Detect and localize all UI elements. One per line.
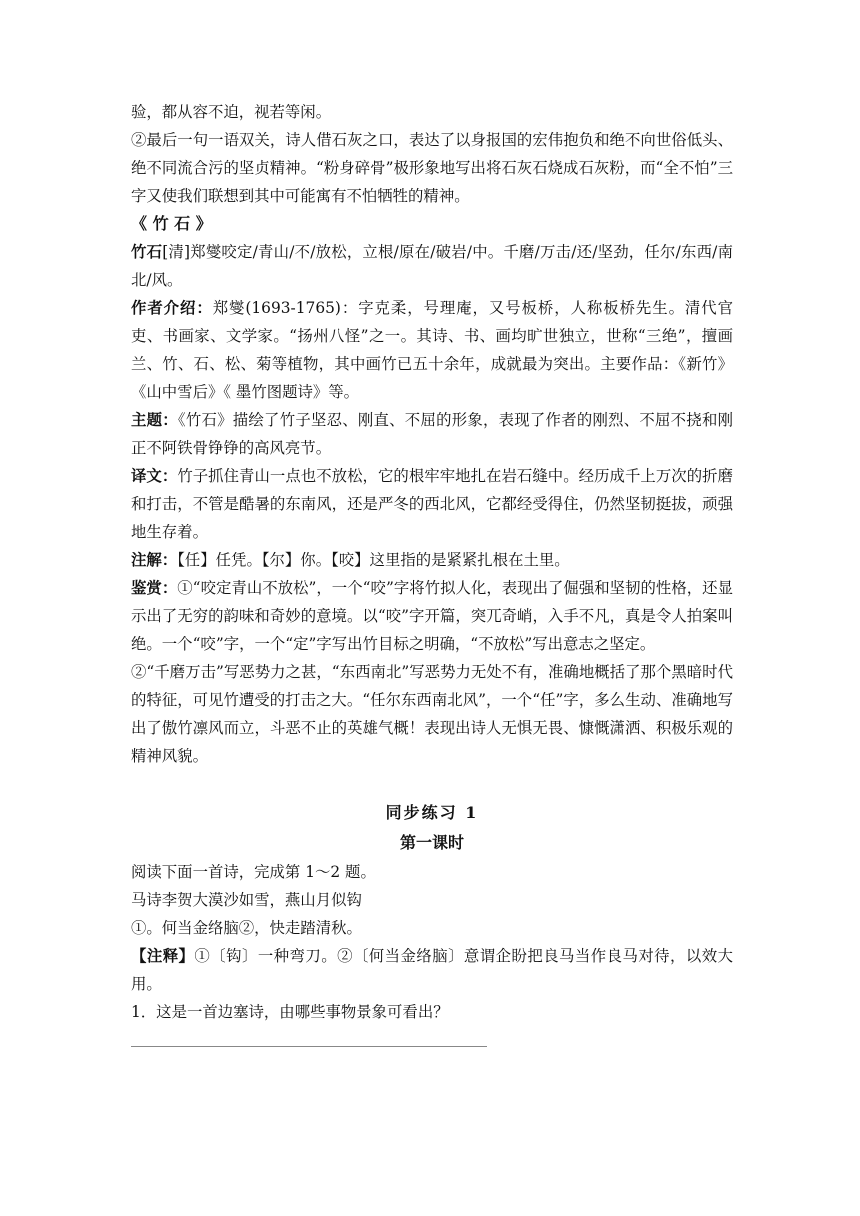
notes-paragraph <box>131 546 733 574</box>
appreciation-label: 鉴赏： <box>131 579 178 597</box>
poem-text: [清]郑燮咬定/青山/不/放松，立根/原在/破岩/中。千磨/万击/还/坚劲，任尔/东西/南北/风。 <box>131 243 733 289</box>
annotation-label: 【注释】 <box>131 947 195 965</box>
annotation-text: ①〔钩〕一种弯刀。②〔何当金络脑〕意谓企盼把良马当作良马对待，以效大用。 <box>131 947 733 993</box>
poem-label: 竹石 <box>131 243 163 261</box>
exercise-title: 同步练习 1 <box>385 803 479 822</box>
document-body <box>131 98 733 1047</box>
theme-paragraph <box>131 406 733 462</box>
paragraph-lime-appreciation: ②最后一句一语双关，诗人借石灰之口，表达了以身报国的宏伟抱负和绝不向世俗低头、绝不同流合污的坚贞精神。“粉身碎骨”极形象地写出将石灰石烧成石灰粉，而“全不怕”三字又使我们联想到其中可能寓有不怕牺牲的精神。 <box>131 131 733 205</box>
paragraph-continuation: 验，都从容不迫，视若等闲。 <box>131 103 332 121</box>
question-1: 1．这是一首边塞诗，由哪些事物景象可看出？ <box>131 1003 449 1021</box>
author-label: 作者介绍： <box>131 299 213 317</box>
poem-heading: 《 竹 石 》 <box>131 214 212 233</box>
answer-line[interactable] <box>131 1046 487 1047</box>
translation-paragraph <box>131 462 733 546</box>
poem-text-paragraph <box>131 238 733 294</box>
author-text: 郑燮(1693-1765)：字克柔，号理庵，又号板桥，人称板桥先生。清代官吏、书画家、文学家。“扬州八怪”之一。其诗、书、画均旷世独立，世称“三绝”，擅画兰、竹、石、松、菊等植物，其中画竹已五十余年，成就最为突出。主要作品：《新竹》《山中雪后》《 墨竹图题诗》等。 <box>131 299 733 401</box>
exercise-instruction: 阅读下面一首诗，完成第 1～2 题。 <box>131 863 376 881</box>
theme-label: 主题： <box>131 411 178 429</box>
annotation-paragraph <box>131 942 733 998</box>
poem2-line-2: ①。何当金络脑②，快走踏清秋。 <box>131 919 362 937</box>
section-spacer <box>131 770 733 798</box>
exercise-subtitle: 第一课时 <box>399 833 464 852</box>
translation-text: 竹子抓住青山一点也不放松，它的根牢牢地扎在岩石缝中。经历成千上万次的折磨和打击，不管是酷暑的东南风，还是严冬的西北风，它都经受得住，仍然坚韧挺拔，顽强地生存着。 <box>131 467 733 541</box>
notes-text: 【任】任凭。【尔】你。【咬】这里指的是紧紧扎根在土里。 <box>177 551 570 569</box>
appreciation-text: ①“咬定青山不放松”，一个“咬”字将竹拟人化，表现出了倔强和坚韧的性格，还显示出了无穷的韵味和奇妙的意境。以“咬”字开篇，突兀奇峭，入手不凡，真是令人拍案叫绝。一个“咬”字，一个“定”字写出竹目标之明确，“不放松”写出意志之坚定。 <box>131 579 733 653</box>
theme-text: 《竹石》描绘了竹子坚忍、刚直、不屈的形象，表现了作者的刚烈、不屈不挠和刚正不阿铁骨铮铮的高风亮节。 <box>131 411 733 457</box>
author-intro-paragraph <box>131 294 733 406</box>
appreciation-paragraph-2: ②“千磨万击”写恶势力之甚，“东西南北”写恶势力无处不有，准确地概括了那个黑暗时代的特征，可见竹遭受的打击之大。“任尔东西南北风”，一个“任”字，多么生动、准确地写出了傲竹凛风而立，斗恶不止的英雄气概！表现出诗人无惧无畏、慷慨潇洒、积极乐观的精神风貌。 <box>131 663 733 765</box>
notes-label: 注解： <box>131 551 178 569</box>
appreciation-paragraph <box>131 574 733 658</box>
translation-label: 译文： <box>131 467 178 485</box>
poem2-line-1: 马诗李贺大漠沙如雪，燕山月似钩 <box>131 891 362 909</box>
